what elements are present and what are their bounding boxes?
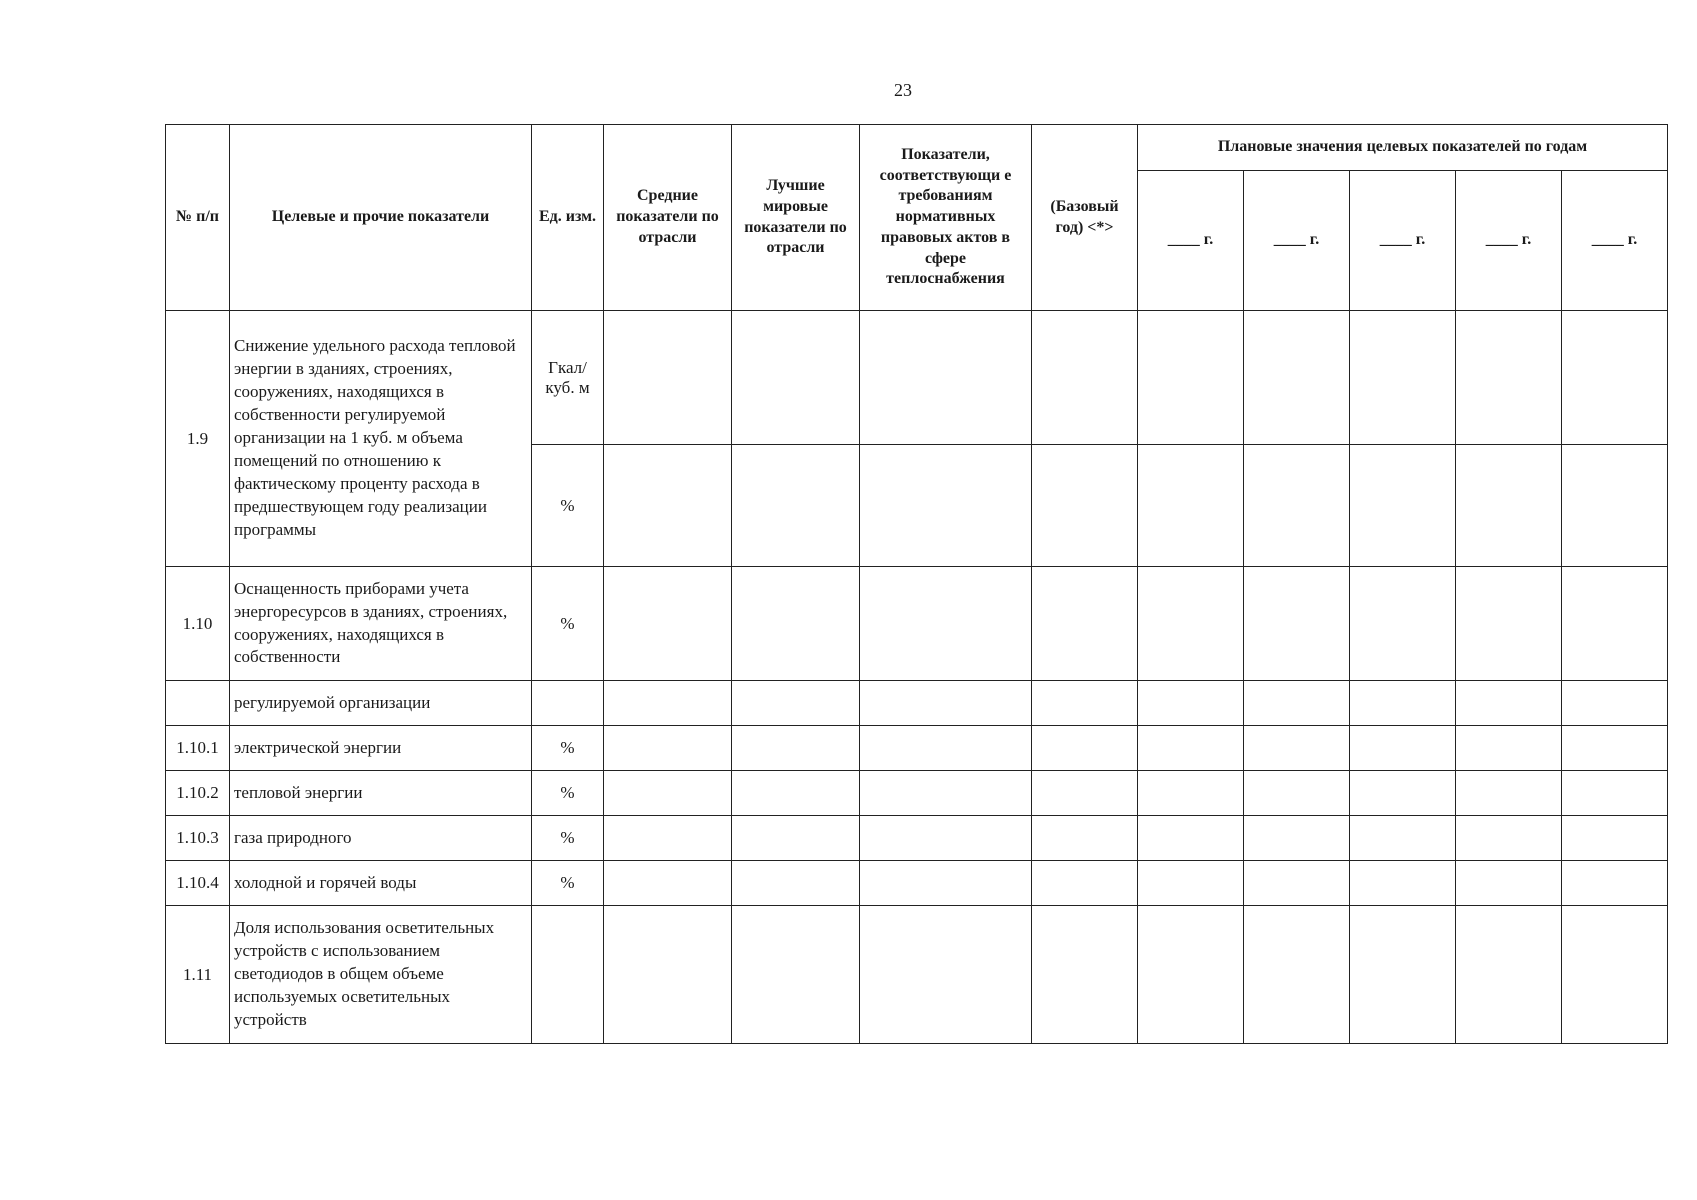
header-planned-values: Плановые значения целевых показателей по годам	[1138, 125, 1668, 171]
cell-empty	[1456, 311, 1562, 445]
cell-empty	[1456, 726, 1562, 771]
cell-empty	[860, 906, 1032, 1044]
header-indicator-name: Целевые и прочие показатели	[230, 125, 532, 311]
cell-empty	[732, 771, 860, 816]
cell-empty	[1350, 816, 1456, 861]
cell-empty	[1456, 861, 1562, 906]
cell-empty	[1562, 906, 1668, 1044]
row-indicator-name: газа природного	[230, 816, 532, 861]
row-indicator-name: Оснащенность приборами учета энергоресурсов в зданиях, строениях, сооружениях, находящихся в собственности	[230, 567, 532, 681]
cell-empty	[1138, 861, 1244, 906]
row-num	[166, 681, 230, 726]
cell-empty	[1456, 445, 1562, 567]
cell-empty	[1032, 567, 1138, 681]
row-indicator-name: электрической энергии	[230, 726, 532, 771]
cell-empty	[1138, 311, 1244, 445]
cell-empty	[860, 567, 1032, 681]
cell-empty	[1032, 726, 1138, 771]
cell-empty	[1032, 445, 1138, 567]
row-unit: %	[532, 445, 604, 567]
row-unit	[532, 906, 604, 1044]
cell-empty	[604, 906, 732, 1044]
cell-empty	[1562, 445, 1668, 567]
cell-empty	[1456, 816, 1562, 861]
cell-empty	[1350, 861, 1456, 906]
row-indicator-name: холодной и горячей воды	[230, 861, 532, 906]
cell-empty	[1244, 445, 1350, 567]
row-unit: %	[532, 861, 604, 906]
header-year-4: ____ г.	[1456, 171, 1562, 311]
table-row	[166, 567, 1668, 681]
cell-empty	[1244, 861, 1350, 906]
cell-empty	[604, 311, 732, 445]
cell-empty	[732, 445, 860, 567]
cell-empty	[732, 906, 860, 1044]
table-row	[166, 726, 1668, 771]
cell-empty	[1138, 681, 1244, 726]
cell-empty	[860, 726, 1032, 771]
row-num: 1.10	[166, 567, 230, 681]
cell-empty	[1032, 771, 1138, 816]
cell-empty	[860, 681, 1032, 726]
table-row	[166, 906, 1668, 1044]
cell-empty	[1032, 311, 1138, 445]
header-year-3: ____ г.	[1350, 171, 1456, 311]
target-indicators-table	[165, 124, 1668, 1044]
cell-empty	[604, 861, 732, 906]
row-num: 1.11	[166, 906, 230, 1044]
header-world-best: Лучшие мировые показатели по отрасли	[732, 125, 860, 311]
table-row	[166, 816, 1668, 861]
cell-empty	[860, 816, 1032, 861]
row-num: 1.9	[166, 311, 230, 567]
table-row	[166, 311, 1668, 445]
header-unit: Ед. изм.	[532, 125, 604, 311]
cell-empty	[1562, 771, 1668, 816]
cell-empty	[860, 311, 1032, 445]
cell-empty	[1244, 816, 1350, 861]
cell-empty	[604, 445, 732, 567]
cell-empty	[1562, 726, 1668, 771]
cell-empty	[1562, 681, 1668, 726]
cell-empty	[604, 726, 732, 771]
table-row	[166, 771, 1668, 816]
cell-empty	[1456, 567, 1562, 681]
row-indicator-name: регулируемой организации	[230, 681, 532, 726]
cell-empty	[604, 771, 732, 816]
cell-empty	[604, 681, 732, 726]
cell-empty	[1138, 445, 1244, 567]
cell-empty	[732, 726, 860, 771]
cell-empty	[1138, 816, 1244, 861]
cell-empty	[732, 816, 860, 861]
row-unit: %	[532, 771, 604, 816]
row-unit: %	[532, 567, 604, 681]
cell-empty	[1456, 771, 1562, 816]
cell-empty	[604, 567, 732, 681]
header-num: № п/п	[166, 125, 230, 311]
cell-empty	[1244, 726, 1350, 771]
row-unit	[532, 681, 604, 726]
header-year-5: ____ г.	[1562, 171, 1668, 311]
cell-empty	[1032, 906, 1138, 1044]
cell-empty	[1350, 771, 1456, 816]
cell-empty	[1138, 771, 1244, 816]
cell-empty	[860, 771, 1032, 816]
row-unit: %	[532, 726, 604, 771]
cell-empty	[1350, 445, 1456, 567]
row-unit: %	[532, 816, 604, 861]
cell-empty	[1244, 906, 1350, 1044]
cell-empty	[1562, 567, 1668, 681]
cell-empty	[1350, 726, 1456, 771]
header-year-1: ____ г.	[1138, 171, 1244, 311]
cell-empty	[1350, 906, 1456, 1044]
header-base-year: (Базовый год) <*>	[1032, 125, 1138, 311]
row-indicator-name: тепловой энергии	[230, 771, 532, 816]
cell-empty	[1350, 567, 1456, 681]
cell-empty	[1244, 681, 1350, 726]
cell-empty	[1244, 567, 1350, 681]
cell-empty	[604, 816, 732, 861]
table-row	[166, 681, 1668, 726]
cell-empty	[1138, 726, 1244, 771]
cell-empty	[1244, 771, 1350, 816]
row-indicator-name: Доля использования осветительных устройств с использованием светодиодов в общем объеме используемых осветительных устройств	[230, 906, 532, 1044]
cell-empty	[732, 567, 860, 681]
row-num: 1.10.1	[166, 726, 230, 771]
table-row	[166, 861, 1668, 906]
cell-empty	[1138, 567, 1244, 681]
header-regulatory: Показатели, соответствующи е требованиям нормативных правовых актов в сфере теплоснабжения	[860, 125, 1032, 311]
cell-empty	[1032, 861, 1138, 906]
cell-empty	[860, 445, 1032, 567]
row-num: 1.10.2	[166, 771, 230, 816]
cell-empty	[1244, 311, 1350, 445]
cell-empty	[732, 311, 860, 445]
cell-empty	[732, 861, 860, 906]
cell-empty	[1138, 906, 1244, 1044]
header-year-2: ____ г.	[1244, 171, 1350, 311]
cell-empty	[860, 861, 1032, 906]
row-unit: Гкал/ куб. м	[532, 311, 604, 445]
cell-empty	[1562, 311, 1668, 445]
cell-empty	[1350, 681, 1456, 726]
row-num: 1.10.4	[166, 861, 230, 906]
header-industry-average: Средние показатели по отрасли	[604, 125, 732, 311]
cell-empty	[1456, 681, 1562, 726]
cell-empty	[1562, 816, 1668, 861]
cell-empty	[1456, 906, 1562, 1044]
row-indicator-name: Снижение удельного расхода тепловой энергии в зданиях, строениях, сооружениях, находящихся в собственности регулируемой организации на 1 куб. м объема помещений по отношению к фактическому проценту расхода в предшествующем году реализации программы	[230, 311, 532, 567]
cell-empty	[1350, 311, 1456, 445]
page-number: 23	[894, 80, 912, 100]
cell-empty	[1562, 861, 1668, 906]
row-num: 1.10.3	[166, 816, 230, 861]
cell-empty	[1032, 816, 1138, 861]
cell-empty	[1032, 681, 1138, 726]
cell-empty	[732, 681, 860, 726]
